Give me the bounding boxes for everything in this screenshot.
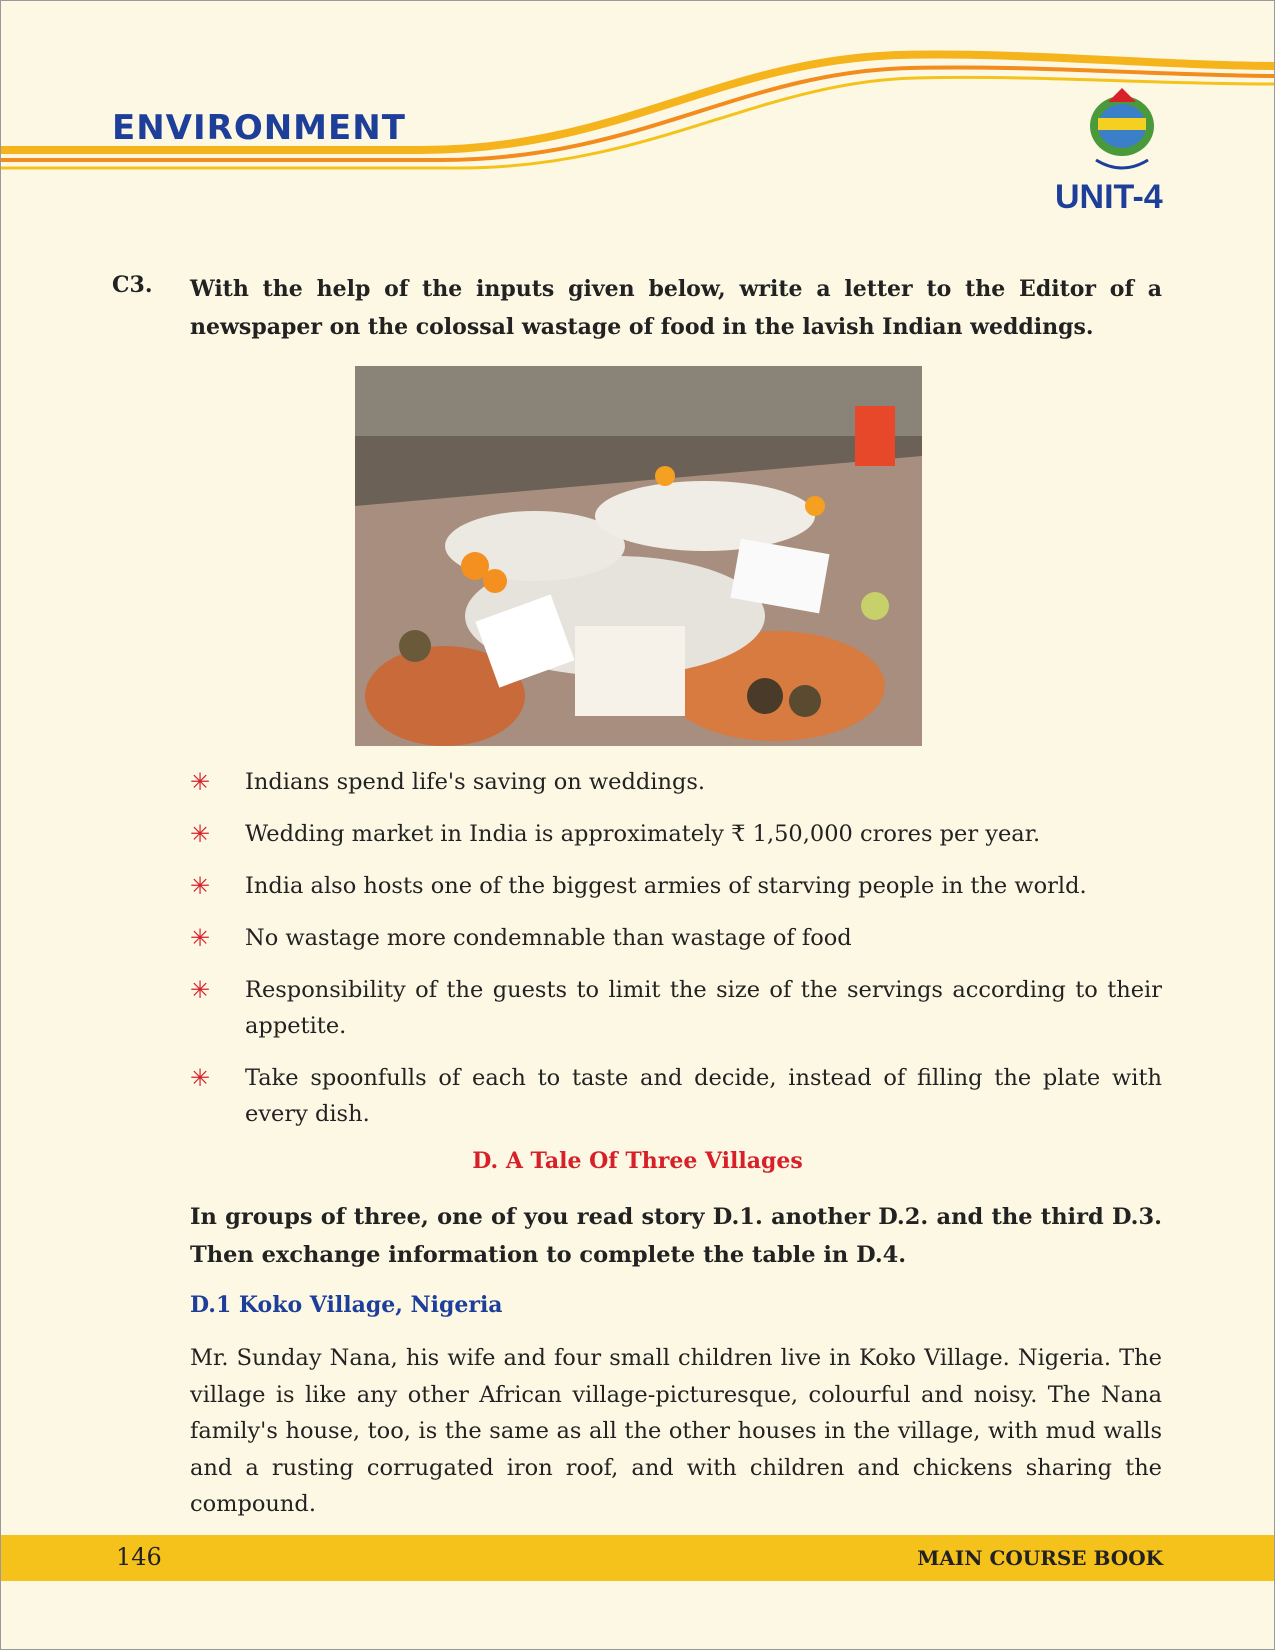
list-item [190,868,1162,904]
asterisk-bullet-icon: ✳ [190,768,211,796]
list-item-text: Indians spend life's saving on weddings. [245,769,706,795]
list-item [190,764,1162,800]
book-title: MAIN COURSE BOOK [917,1546,1163,1570]
list-item-text: Wedding market in India is approximately ₹ 1,50,000 crores per year. [245,821,1041,847]
section-title: ENVIRONMENT [112,108,406,148]
asterisk-bullet-icon: ✳ [190,976,211,1004]
list-item-text: No wastage more condemnable than wastage of food [245,925,852,951]
page-number: 146 [116,1543,162,1571]
list-item [190,1060,1162,1132]
list-item [190,920,1162,956]
group-instruction: In groups of three, one of you read story D.1. another D.2. and the third D.3. Then exchange information to complete the table in D.4. [190,1204,1162,1268]
section-d-heading: D. A Tale Of Three Villages [472,1148,803,1174]
question-number: C3. [112,272,153,298]
globe-logo-icon [1068,80,1176,180]
d1-heading: D.1 Koko Village, Nigeria [190,1292,503,1318]
d1-paragraph: Mr. Sunday Nana, his wife and four small children live in Koko Village. Nigeria. The village is like any other African village-picturesque, colourful and noisy. The Nana family's house, too, is the same as all the other houses in the village, with mud walls and a rusting corrugated iron roof, and with children and chickens sharing the compound. [190,1345,1162,1517]
asterisk-bullet-icon: ✳ [190,924,211,952]
unit-label: UNIT-4 [1055,178,1163,216]
asterisk-bullet-icon: ✳ [190,820,211,848]
asterisk-bullet-icon: ✳ [190,1064,211,1092]
list-item-text: Responsibility of the guests to limit the size of the servings according to their appetite. [245,977,1162,1039]
list-item-text: India also hosts one of the biggest armies of starving people in the world. [245,873,1087,899]
asterisk-bullet-icon: ✳ [190,872,211,900]
list-item-text: Take spoonfulls of each to taste and decide, instead of filling the plate with every dish. [245,1065,1162,1127]
list-item [190,972,1162,1044]
list-item [190,816,1162,852]
food-wastage-photo [355,366,922,746]
input-list [190,764,1162,1148]
question-text: With the help of the inputs given below, write a letter to the Editor of a newspaper on the colossal wastage of food in the lavish Indian weddings. [190,276,1162,340]
